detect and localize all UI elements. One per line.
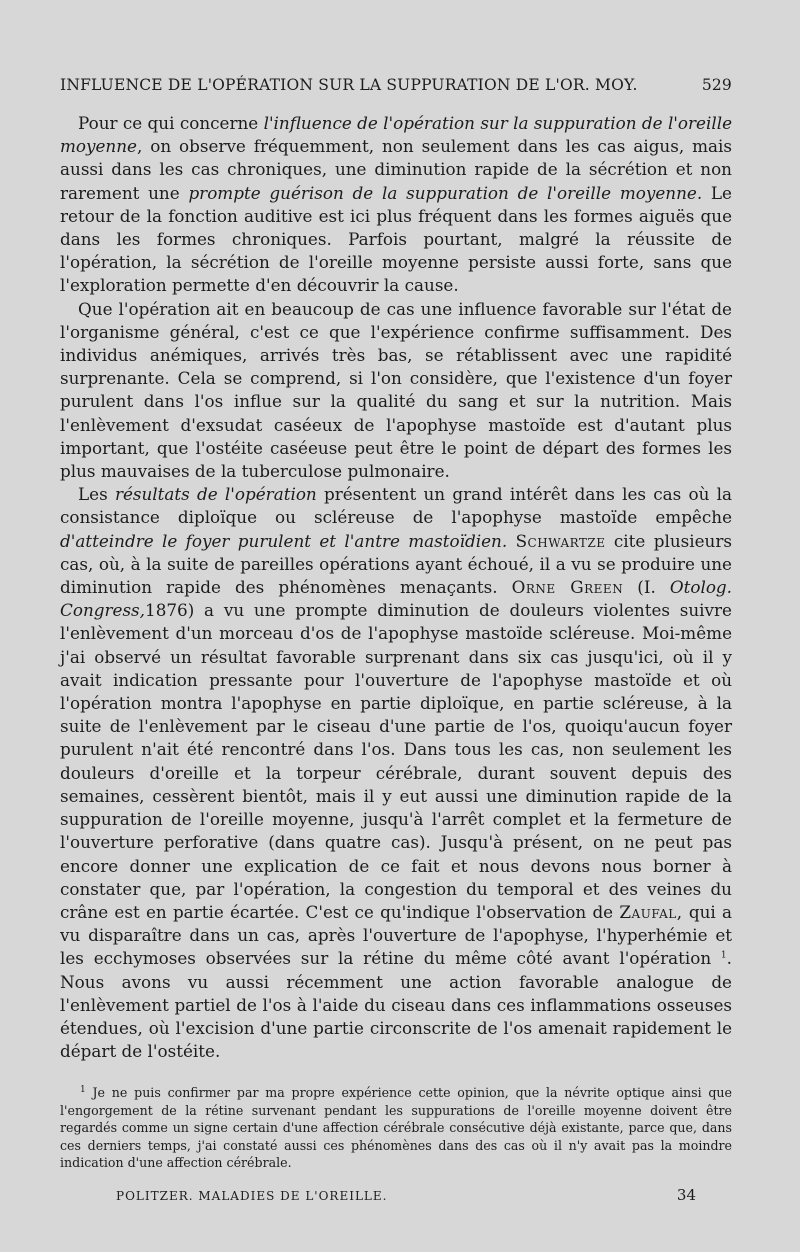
running-head [60, 76, 732, 94]
paragraph-2 [60, 298, 732, 484]
text-run: (I. [623, 577, 670, 598]
paragraph-1 [60, 112, 732, 298]
text-run: . Nous avons vu aussi récemment une action favorable analogue de l'enlèvement partiel de l'os à l'aide du ciseau dans ces inflammations osseuses étendues, où l'excision d'une partie circonscrite de l'os amenait rapidement le départ de l'ostéite. [60, 948, 732, 1062]
text-run: 1876) a vu une prompte diminution de douleurs violentes suivre l'enlèvement d'un morceau d'os de l'apophyse mastoïde scléreuse. Moi-même j'ai observé un résultat favorable surprenant dans six cas jusqu'ici, où il y avait indication pressante pour l'ouverture de l'apophyse mastoïde et où l'opération montra l'apophyse en partie diploïque, en partie scléreuse, à la suite de l'enlèvement par le ciseau d'une partie de l'os, quoiqu'aucun foyer purulent n'ait été rencontré dans l'os. Dans tous les cas, non seulement les douleurs d'oreille et la torpeur cérébrale, durant souvent depuis des semaines, cessèrent bientôt, mais il y eut aussi une diminution rapide de la suppuration de l'oreille moyenne, jusqu'à l'arrêt complet et la fermeture de l'ouverture perforative (dans quatre cas). Jusqu'à présent, on ne peut pas encore donner une explication de ce fait et nous devons nous borner à constater que, par l'opération, la congestion du temporal et des veines du crâne est en partie écartée. C'est ce qu'indique l'observation de [60, 600, 732, 922]
italic-run: l'influence de l'opération sur la suppuration de l'oreille moyenne [60, 113, 733, 157]
italic-run: résultats de l'opération [114, 484, 317, 505]
text-run: Les [78, 484, 115, 505]
text-run: Que l'opération ait en beaucoup de cas une influence favorable sur l'état de l'organisme général, c'est ce que l'expérience confirme suffisamment. Des individus anémiques, arrivés très bas, se rétablissent avec une rapidité surprenante. Cela se comprend, si l'on considère, que l'existence d'un foyer purulent dans l'os influe sur la qualité du sang et sur la nutrition. Mais l'enlèvement d'exsudat caséeux de l'apophyse mastoïde est d'autant plus important, que l'ostéite caséeuse peut être le point de départ des formes les plus mauvaises de la tuberculose pulmonaire. [60, 298, 732, 482]
italic-run: prompte guérison de la suppuration de l'oreille moyenne. [188, 182, 703, 203]
footnote-ref: 1 [720, 950, 727, 961]
paragraph-3 [60, 483, 732, 1063]
author-name: Schwartze [515, 530, 606, 551]
italic-run: Otolog. Congress, [60, 577, 733, 621]
footnotes [60, 1084, 732, 1172]
footnote [60, 1084, 732, 1172]
sheet-number: 34 [676, 1186, 696, 1204]
running-title: INFLUENCE DE L'OPÉRATION SUR LA SUPPURATION DE L'OR. MOY. [60, 76, 638, 94]
text-run: cite plusieurs cas, où, à la suite de pareilles opérations ayant échoué, il a vu se produire une diminution rapide des phénomènes menaçants. [60, 530, 732, 598]
author-name: Zaufal, [619, 901, 683, 922]
page-number: 529 [701, 76, 732, 94]
text-run: présentent un grand intérêt dans les cas où la consistance diploïque ou scléreuse de l'apophyse mastoïde empêche [60, 484, 732, 528]
footnote-text: Je ne puis confirmer par ma propre expérience cette opinion, que la névrite optique ainsi que l'engorgement de la rétine survenant pendant les suppurations de l'oreille moyenne doivent être regardés comme un signe certain d'une affection cérébrale consécutive déjà existante, parce que, dans ces derniers temps, j'ai constaté aussi ces phénomènes dans des cas où il n'y avait pas la moindre indication d'une affection cérébrale. [60, 1085, 732, 1171]
author-name: Orne Green [511, 577, 624, 598]
page-footer [60, 1186, 732, 1204]
body-text [60, 112, 732, 1063]
text-run: qui a vu disparaître dans un cas, après l'ouverture de l'apophyse, l'hyperhémie et les ecchymoses observées sur la rétine du même côté avant l'opération [60, 901, 732, 969]
italic-run: d'atteindre le foyer purulent et l'antre mastoïdien. [60, 530, 508, 551]
text-run: Pour ce qui concerne [78, 113, 264, 133]
printer-signature: POLITZER. MALADIES DE L'OREILLE. [116, 1189, 388, 1203]
text-run: Le retour de la fonction auditive est ici plus fréquent dans les formes aiguës que dans les formes chroniques. Parfois pourtant, malgré la réussite de l'opération, la sécrétion de l'oreille moyenne persiste aussi forte, sans que l'exploration permette d'en découvrir la cause. [60, 182, 732, 296]
text-run: , on observe fréquemment, non seulement dans les cas aigus, mais aussi dans les cas chroniques, une diminution rapide de la sécrétion et non rarement une [60, 136, 732, 203]
footnote-marker: 1 [80, 1084, 86, 1095]
